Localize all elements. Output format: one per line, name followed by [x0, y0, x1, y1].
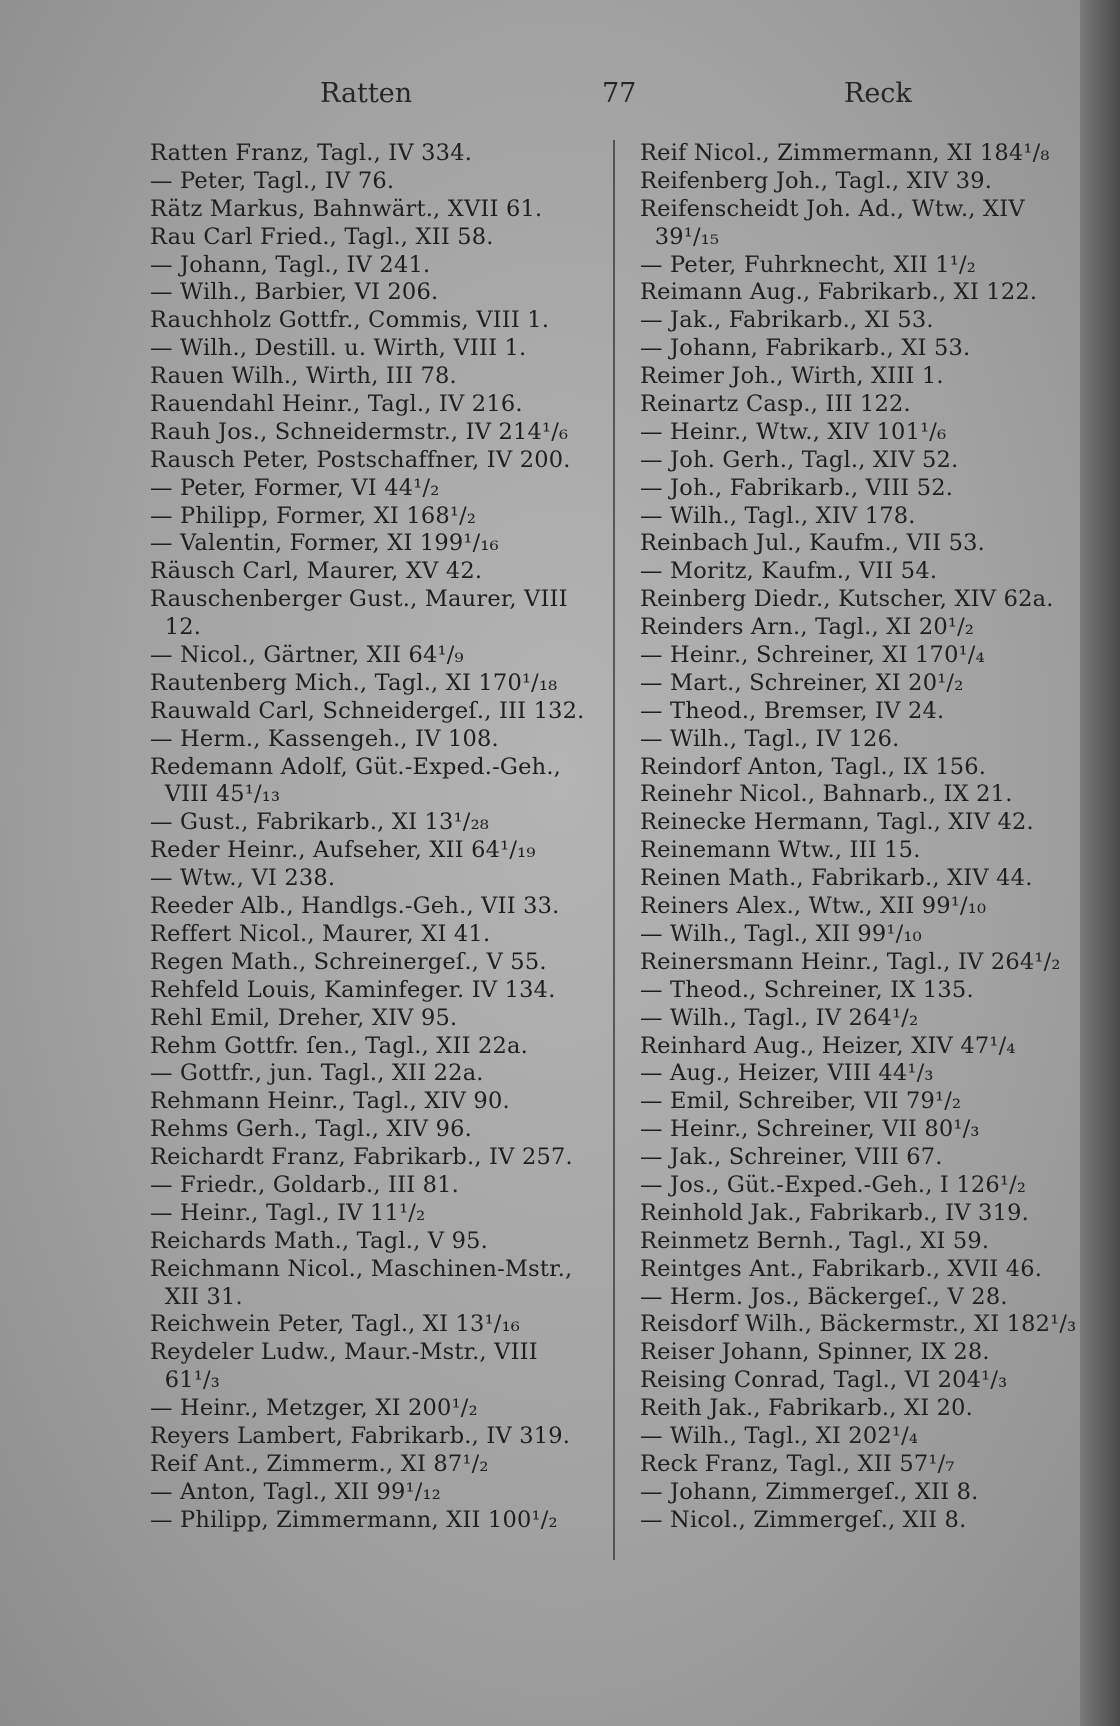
directory-entry: Reindorf Anton, Tagl., IX 156.: [640, 753, 987, 780]
directory-entry: Rauchholz Gottfr., Commis, VIII 1.: [150, 307, 550, 334]
directory-entry: — Johann, Fabrikarb., XI 53.: [640, 335, 971, 362]
directory-entry: Reydeler Ludw., Maur.-Mstr., VIII: [150, 1339, 538, 1366]
directory-entry: Rehl Emil, Dreher, XIV 95.: [150, 1004, 458, 1031]
directory-entry: 12.: [150, 614, 202, 641]
directory-entry: — Heinr., Metzger, XI 200¹/₂: [150, 1395, 478, 1422]
directory-entry: Rauschenberger Gust., Maurer, VIII: [150, 586, 568, 613]
directory-entry: — Wilh., Tagl., IV 264¹/₂: [640, 1004, 919, 1031]
directory-entry: Rauwald Carl, Schneidergeſ., III 132.: [150, 697, 585, 724]
directory-entry: — Jak., Schreiner, VIII 67.: [640, 1144, 943, 1171]
header-first-entry: Ratten: [320, 78, 413, 109]
directory-entry: VIII 45¹/₁₃: [150, 781, 281, 808]
directory-entry: — Heinr., Schreiner, XI 170¹/₄: [640, 642, 985, 669]
directory-entry: Reinartz Casp., III 122.: [640, 391, 911, 418]
directory-entry: — Johann, Tagl., IV 241.: [150, 251, 431, 278]
directory-entry: — Wilh., Tagl., XI 202¹/₄: [640, 1422, 919, 1449]
directory-entry: Reinders Arn., Tagl., XI 20¹/₂: [640, 614, 975, 641]
directory-entry: XII 31.: [150, 1283, 243, 1310]
directory-entry: Rehmann Heinr., Tagl., XIV 90.: [150, 1088, 510, 1115]
directory-entry: — Peter, Fuhrknecht, XII 1¹/₂: [640, 251, 976, 278]
directory-entry: — Wilh., Tagl., XII 99¹/₁₀: [640, 920, 922, 947]
directory-entry: — Wilh., Destill. u. Wirth, VIII 1.: [150, 335, 527, 362]
directory-entry: — Philipp, Former, XI 168¹/₂: [150, 502, 477, 529]
directory-entry: Reinbach Jul., Kaufm., VII 53.: [640, 530, 985, 557]
directory-entry: Reeder Alb., Handlgs.-Geh., VII 33.: [150, 893, 560, 920]
directory-entry: Reiser Johann, Spinner, IX 28.: [640, 1339, 990, 1366]
directory-entry: Rauen Wilh., Wirth, III 78.: [150, 363, 457, 390]
directory-entry: Reinemann Wtw., III 15.: [640, 837, 921, 864]
directory-entry: Rauh Jos., Schneidermstr., IV 214¹/₆: [150, 418, 569, 445]
directory-entry: Reisdorf Wilh., Bäckermstr., XI 182¹/₃: [640, 1311, 1077, 1338]
page-header: [150, 78, 1050, 118]
right-column: [640, 140, 1090, 1535]
directory-entry: Reinberg Diedr., Kutscher, XIV 62a.: [640, 586, 1054, 613]
directory-entry: — Nicol., Gärtner, XII 64¹/₉: [150, 642, 464, 669]
directory-entry: Regen Math., Schreinergeſ., V 55.: [150, 948, 547, 975]
directory-entry: — Heinr., Tagl., IV 11¹/₂: [150, 1199, 426, 1226]
column-divider: [613, 140, 615, 1560]
directory-entry: Reith Jak., Fabrikarb., XI 20.: [640, 1395, 974, 1422]
directory-entry: — Gust., Fabrikarb., XI 13¹/₂₈: [150, 809, 490, 836]
directory-entry: Reinen Math., Fabrikarb., XIV 44.: [640, 865, 1033, 892]
directory-entry: — Herm., Kassengeh., IV 108.: [150, 725, 499, 752]
directory-entry: — Wilh., Barbier, VI 206.: [150, 279, 439, 306]
directory-entry: Reinecke Hermann, Tagl., XIV 42.: [640, 809, 1034, 836]
directory-entry: Reyers Lambert, Fabrikarb., IV 319.: [150, 1422, 571, 1449]
directory-entry: Reinhold Jak., Fabrikarb., IV 319.: [640, 1199, 1029, 1226]
directory-entry: Reffert Nicol., Maurer, XI 41.: [150, 920, 491, 947]
left-column: [150, 140, 600, 1535]
directory-entry: Reifenberg Joh., Tagl., XIV 39.: [640, 167, 993, 194]
directory-entry: — Johann, Zimmergeſ., XII 8.: [640, 1478, 979, 1505]
directory-entry: — Heinr., Wtw., XIV 101¹/₆: [640, 418, 947, 445]
directory-entry: Reif Nicol., Zimmermann, XI 184¹/₈: [640, 140, 1050, 166]
directory-entry: Reinhard Aug., Heizer, XIV 47¹/₄: [640, 1032, 1016, 1059]
directory-entry: — Wilh., Tagl., XIV 178.: [640, 502, 916, 529]
directory-entry: Reck Franz, Tagl., XII 57¹/₇: [640, 1450, 955, 1477]
directory-entry: 39¹/₁₅: [640, 223, 720, 250]
header-last-entry: Reck: [844, 78, 912, 109]
directory-entry: — Wtw., VI 238.: [150, 865, 336, 892]
directory-entry: Räusch Carl, Maurer, XV 42.: [150, 558, 483, 585]
directory-entry: Reif Ant., Zimmerm., XI 87¹/₂: [150, 1450, 489, 1477]
directory-entry: — Joh., Fabrikarb., VIII 52.: [640, 474, 954, 501]
directory-entry: — Friedr., Goldarb., III 81.: [150, 1171, 460, 1198]
directory-entry: Rehfeld Louis, Kaminfeger. IV 134.: [150, 976, 556, 1003]
directory-entry: — Gottfr., jun. Tagl., XII 22a.: [150, 1060, 484, 1087]
directory-entry: Rau Carl Fried., Tagl., XII 58.: [150, 223, 494, 250]
directory-entry: — Herm. Jos., Bäckergeſ., V 28.: [640, 1283, 1008, 1310]
directory-entry: Reichmann Nicol., Maschinen-Mstr.,: [150, 1255, 573, 1282]
directory-entry: Reifenscheidt Joh. Ad., Wtw., XIV: [640, 195, 1025, 222]
directory-entry: — Heinr., Schreiner, VII 80¹/₃: [640, 1116, 980, 1143]
directory-entry: — Anton, Tagl., XII 99¹/₁₂: [150, 1478, 441, 1505]
directory-entry: — Peter, Former, VI 44¹/₂: [150, 474, 440, 501]
directory-entry: — Mart., Schreiner, XI 20¹/₂: [640, 669, 964, 696]
directory-entry: — Valentin, Former, XI 199¹/₁₆: [150, 530, 499, 557]
directory-entry: Rautenberg Mich., Tagl., XI 170¹/₁₈: [150, 669, 558, 696]
directory-entry: Reder Heinr., Aufseher, XII 64¹/₁₉: [150, 837, 536, 864]
directory-entry: Rehms Gerh., Tagl., XIV 96.: [150, 1116, 472, 1143]
directory-entry: — Moritz, Kaufm., VII 54.: [640, 558, 938, 585]
directory-entry: Reichwein Peter, Tagl., XI 13¹/₁₆: [150, 1311, 521, 1338]
directory-entry: Rätz Markus, Bahnwärt., XVII 61.: [150, 195, 543, 222]
directory-entry: Reinehr Nicol., Bahnarb., IX 21.: [640, 781, 1013, 808]
directory-entry: Reintges Ant., Fabrikarb., XVII 46.: [640, 1255, 1043, 1282]
directory-entry: Reiners Alex., Wtw., XII 99¹/₁₀: [640, 893, 987, 920]
directory-entry: — Emil, Schreiber, VII 79¹/₂: [640, 1088, 962, 1115]
directory-entry: Rehm Gottfr. ſen., Tagl., XII 22a.: [150, 1032, 529, 1059]
page-number: 77: [602, 78, 637, 109]
directory-entry: Reimer Joh., Wirth, XIII 1.: [640, 363, 944, 390]
directory-entry: Ratten Franz, Tagl., IV 334.: [150, 140, 473, 166]
directory-entry: Reichards Math., Tagl., V 95.: [150, 1227, 488, 1254]
directory-entry: 61¹/₃: [150, 1367, 220, 1394]
directory-entry: Reinmetz Bernh., Tagl., XI 59.: [640, 1227, 990, 1254]
directory-entry: — Theod., Bremser, IV 24.: [640, 697, 945, 724]
directory-entry: — Jos., Güt.-Exped.-Geh., I 126¹/₂: [640, 1171, 1027, 1198]
directory-entry: Reimann Aug., Fabrikarb., XI 122.: [640, 279, 1038, 306]
directory-entry: Redemann Adolf, Güt.-Exped.-Geh.,: [150, 753, 562, 780]
directory-entry: — Nicol., Zimmergeſ., XII 8.: [640, 1506, 967, 1533]
directory-entry: Reising Conrad, Tagl., VI 204¹/₃: [640, 1367, 1008, 1394]
directory-entry: — Jak., Fabrikarb., XI 53.: [640, 307, 934, 334]
directory-entry: Rauendahl Heinr., Tagl., IV 216.: [150, 391, 523, 418]
directory-entry: — Joh. Gerh., Tagl., XIV 52.: [640, 446, 959, 473]
directory-entry: Reinersmann Heinr., Tagl., IV 264¹/₂: [640, 948, 1061, 975]
directory-entry: Rausch Peter, Postschaffner, IV 200.: [150, 446, 571, 473]
directory-entry: — Theod., Schreiner, IX 135.: [640, 976, 974, 1003]
directory-entry: Reichardt Franz, Fabrikarb., IV 257.: [150, 1144, 573, 1171]
directory-entry: — Peter, Tagl., IV 76.: [150, 167, 395, 194]
directory-entry: — Philipp, Zimmermann, XII 100¹/₂: [150, 1506, 558, 1533]
directory-entry: — Wilh., Tagl., IV 126.: [640, 725, 900, 752]
directory-entry: — Aug., Heizer, VIII 44¹/₃: [640, 1060, 934, 1087]
